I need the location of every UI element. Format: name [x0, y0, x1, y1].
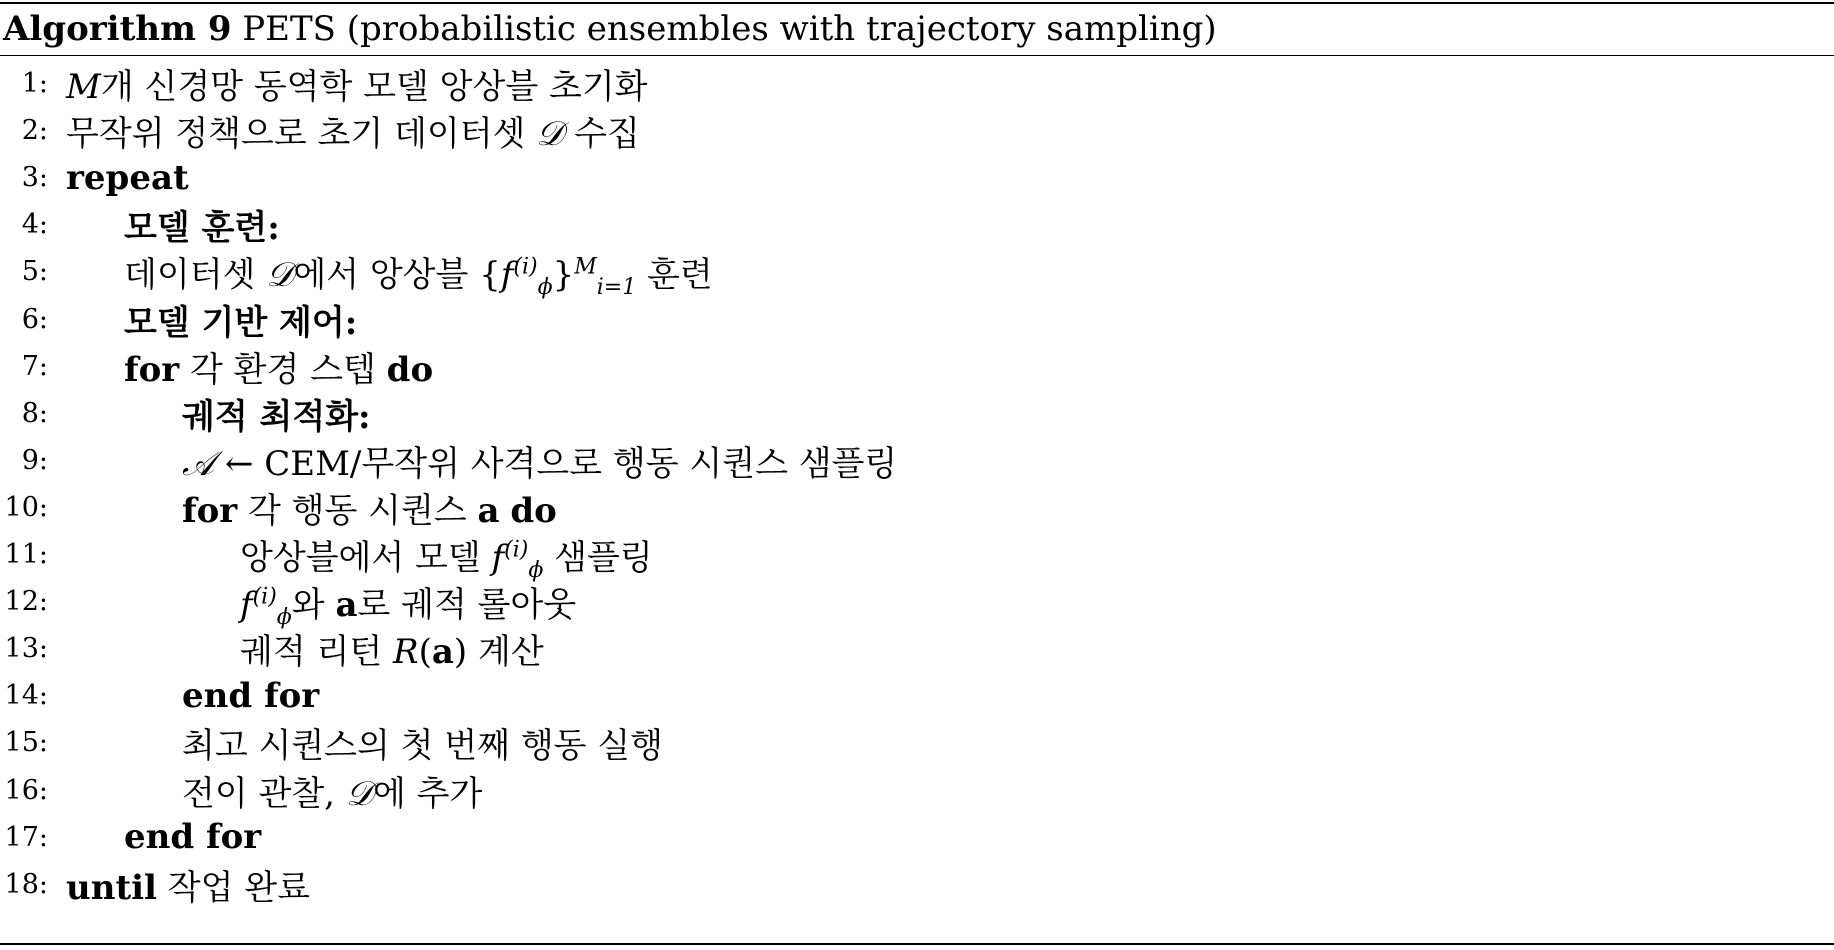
algorithm-line	[0, 296, 357, 343]
line-text	[66, 860, 310, 909]
line-fragment: do	[386, 349, 434, 390]
line-text	[66, 59, 648, 108]
line-fragment: 모델 훈련:	[124, 208, 280, 249]
caption-rule	[0, 55, 1834, 56]
algorithm-line	[0, 672, 319, 719]
line-fragment: f	[491, 538, 505, 578]
line-number: 17:	[4, 821, 48, 853]
algorithm-line	[0, 861, 310, 908]
line-fragment: (i)	[513, 255, 538, 281]
line-number: 2:	[21, 115, 48, 147]
line-fragment: M	[574, 255, 597, 281]
line-number: 3:	[21, 162, 48, 194]
algorithm-line	[0, 201, 280, 248]
line-number: 15:	[4, 727, 48, 759]
line-fragment: i=1	[596, 275, 637, 301]
line-fragment: 𝒟	[345, 773, 373, 814]
line-text	[182, 766, 482, 815]
line-text	[182, 718, 663, 767]
line-text	[124, 817, 261, 857]
line-fragment: ϕ	[276, 604, 292, 630]
algorithm-line	[0, 248, 713, 301]
line-text	[66, 158, 189, 198]
line-fragment: end for	[124, 817, 262, 858]
line-number: 12:	[4, 586, 48, 618]
line-fragment: 앙상블에서 모델	[240, 538, 492, 578]
line-fragment: until	[66, 867, 157, 908]
line-fragment: 전이 관찰,	[182, 773, 346, 814]
line-number: 14:	[4, 680, 48, 712]
line-fragment: 𝒜	[182, 443, 215, 484]
line-fragment: 로 궤적 롤아웃	[357, 585, 577, 626]
line-fragment: a	[477, 490, 500, 531]
algorithm-line	[0, 343, 433, 390]
line-text	[240, 624, 544, 673]
algorithm-line	[0, 531, 653, 583]
line-number: 11:	[4, 539, 48, 570]
line-fragment: 작업 완료	[156, 867, 310, 908]
line-number: 1:	[21, 68, 48, 99]
line-fragment: (	[418, 632, 432, 673]
line-text	[66, 106, 640, 155]
line-fragment: ← CEM/무작위 사격으로 행동 시퀀스 샘플링	[214, 443, 898, 484]
line-text	[124, 247, 713, 301]
algorithm-line	[0, 107, 640, 154]
line-number: 18:	[4, 868, 48, 900]
line-fragment: }	[552, 255, 575, 296]
bottom-rule	[0, 943, 1834, 945]
line-fragment: (i)	[504, 537, 529, 563]
line-number: 6:	[21, 303, 48, 335]
line-fragment: f	[500, 255, 514, 296]
line-fragment: a	[335, 585, 358, 626]
line-number: 13:	[4, 633, 48, 665]
algorithm-line	[0, 767, 482, 814]
line-fragment: 𝒟	[536, 114, 564, 155]
line-number: 5:	[21, 256, 48, 288]
line-text	[182, 676, 319, 716]
line-fragment: R	[393, 632, 419, 673]
algorithm-line	[0, 437, 897, 484]
line-text	[240, 577, 577, 630]
line-fragment: 훈련	[636, 255, 713, 296]
line-fragment: M	[66, 67, 101, 107]
line-number: 7:	[21, 350, 48, 382]
algorithm-line	[0, 154, 189, 201]
algorithm-caption	[3, 6, 1217, 52]
line-text	[124, 342, 433, 391]
line-fragment: ) 계산	[453, 632, 544, 673]
line-fragment: 에 추가	[372, 773, 483, 814]
top-rule	[0, 2, 1834, 4]
line-fragment: end for	[182, 675, 320, 716]
algorithm-line	[0, 625, 544, 672]
line-fragment: repeat	[66, 157, 189, 198]
line-text	[182, 436, 897, 485]
line-fragment: (i)	[252, 584, 277, 610]
line-fragment: 최고 시퀀스의 첫 번째 행동 실행	[182, 726, 664, 767]
algorithm-label: Algorithm 9	[3, 9, 232, 49]
line-number: 8:	[21, 397, 48, 429]
algorithm-line	[0, 60, 648, 107]
algorithm-line	[0, 484, 557, 531]
line-number: 10:	[4, 491, 48, 523]
line-text	[124, 295, 357, 344]
line-fragment: 궤적 리턴	[240, 632, 393, 673]
line-fragment: a	[431, 632, 454, 673]
algorithm-title: PETS (probabilistic ensembles with trajectory sampling)	[242, 9, 1217, 49]
algorithm-line	[0, 578, 577, 630]
line-fragment: 무작위 정책으로 초기 데이터셋	[66, 114, 537, 155]
line-fragment: 궤적 최적화:	[182, 396, 371, 437]
algorithm-line	[0, 390, 371, 437]
line-fragment: 수집	[563, 114, 640, 155]
line-text	[124, 200, 280, 249]
line-text	[182, 483, 557, 532]
algorithm-line	[0, 814, 261, 861]
line-text	[240, 530, 653, 583]
line-fragment: ϕ	[528, 557, 544, 583]
line-number: 9:	[21, 444, 48, 476]
line-number: 4:	[21, 209, 48, 241]
line-fragment: 와	[291, 585, 336, 626]
line-text	[182, 389, 371, 438]
line-fragment: do	[510, 490, 557, 531]
line-fragment: for	[182, 490, 238, 531]
line-fragment: f	[240, 585, 253, 626]
line-fragment	[500, 491, 511, 531]
line-fragment: 개 신경망 동역학 모델 앙상블 초기화	[100, 67, 648, 107]
line-fragment: ϕ	[537, 275, 553, 301]
line-fragment: 에서 앙상블 {	[293, 255, 501, 296]
line-fragment: 각 환경 스텝	[179, 349, 387, 390]
line-fragment: 샘플링	[543, 538, 653, 578]
algorithm-line	[0, 719, 663, 766]
line-fragment: 모델 기반 제어:	[124, 302, 358, 343]
line-fragment: 각 행동 시퀀스	[237, 490, 478, 531]
line-number: 16:	[4, 774, 48, 806]
line-fragment: for	[124, 349, 180, 390]
line-fragment: 𝒟	[266, 255, 294, 296]
line-fragment: 데이터셋	[124, 255, 267, 296]
